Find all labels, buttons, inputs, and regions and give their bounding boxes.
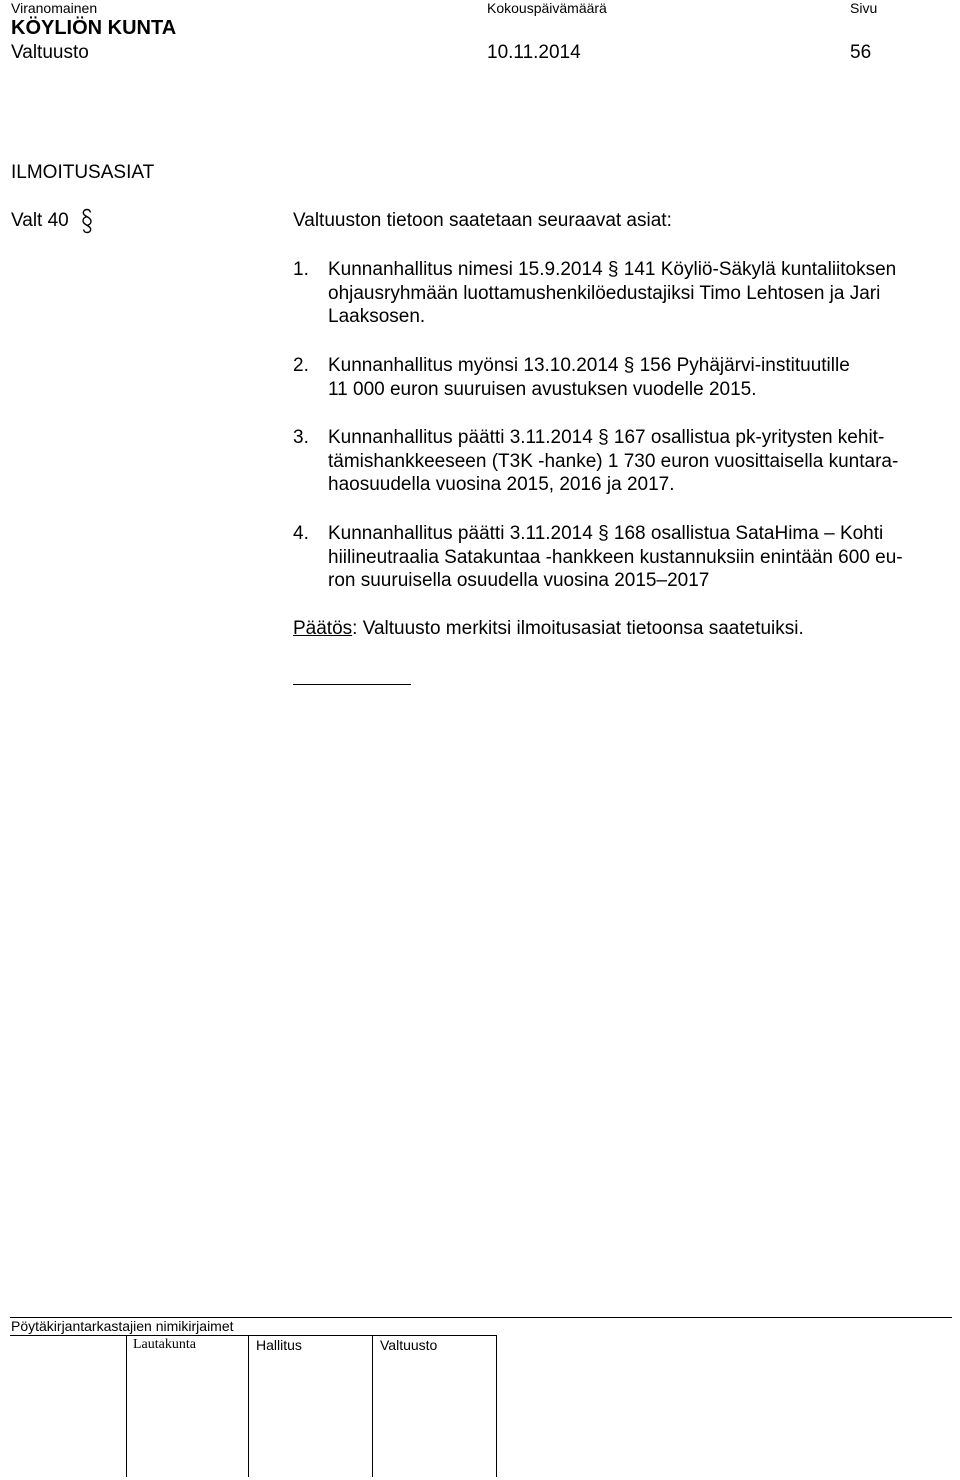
list-item-line: hiilineutraalia Satakuntaa -hankkeen kustannuksiin enintään 600 eu- [328,546,903,568]
decision-label: Päätös [293,618,353,639]
footer-column-border [126,1335,127,1477]
list-item-number: 3. [293,427,309,448]
list-item-line: Kunnanhallitus myönsi 13.10.2014 § 156 Pyhäjärvi-instituutille [328,355,850,376]
list-item-line: Kunnanhallitus päätti 3.11.2014 § 168 osallistua SataHima – Kohti [328,523,884,544]
decision-separator: : [352,618,358,639]
footer-column-border [496,1335,497,1477]
section-title: ILMOITUSASIAT [11,162,155,183]
section-sign-icon [80,208,94,239]
list-item-line: haosuudella vuosina 2015, 2016 ja 2017. [328,474,675,495]
list-item-line: Kunnanhallitus päätti 3.11.2014 § 167 osallistua pk-yritysten kehit- [328,427,885,448]
decision [293,618,804,640]
list-item-number: 4. [293,523,309,544]
list-item-line: Kunnanhallitus nimesi 15.9.2014 § 141 Köyliö-Säkylä kuntaliitoksen [328,259,897,280]
authority-label: Viranomainen [11,0,98,16]
footer-column-hallitus: Hallitus [256,1337,302,1353]
page-number: 56 [850,42,872,63]
organization-name: KÖYLIÖN KUNTA [11,17,177,39]
list-item-line: ohjausryhmään luottamushenkilöedustajiksi Timo Lehtosen ja Jari [328,282,881,304]
page-label: Sivu [850,0,878,16]
footer-column-border [372,1335,373,1477]
footer-column-lautakunta: Lautakunta [133,1337,196,1352]
meeting-date: 10.11.2014 [487,42,581,63]
list-item-line: tämishankkeeseen (T3K -hanke) 1 730 euron vuosittaisella kuntara- [328,450,899,472]
list-item-line: Laaksosen. [328,306,426,327]
list-item-number: 1. [293,259,309,280]
section-intro: Valtuuston tietoon saatetaan seuraavat asiat: [293,210,672,231]
footer-column-border [248,1335,249,1477]
footer-title: Pöytäkirjantarkastajien nimikirjaimet [11,1318,234,1334]
authority-name: Valtuusto [11,42,89,63]
footer-column-divider [10,1335,496,1336]
end-divider [293,684,411,685]
footer-column-valtuusto: Valtuusto [380,1337,438,1353]
list-item-line: 11 000 euron suuruisen avustuksen vuodelle 2015. [328,378,757,400]
meeting-date-label: Kokouspäivämäärä [487,0,607,16]
decision-text: Valtuusto merkitsi ilmoitusasiat tietoonsa saatetuiksi. [357,618,804,639]
case-number: Valt 40 [11,210,69,231]
list-item-number: 2. [293,355,309,376]
list-item-line: ron suuruisella osuudella vuosina 2015–2017 [328,570,710,591]
